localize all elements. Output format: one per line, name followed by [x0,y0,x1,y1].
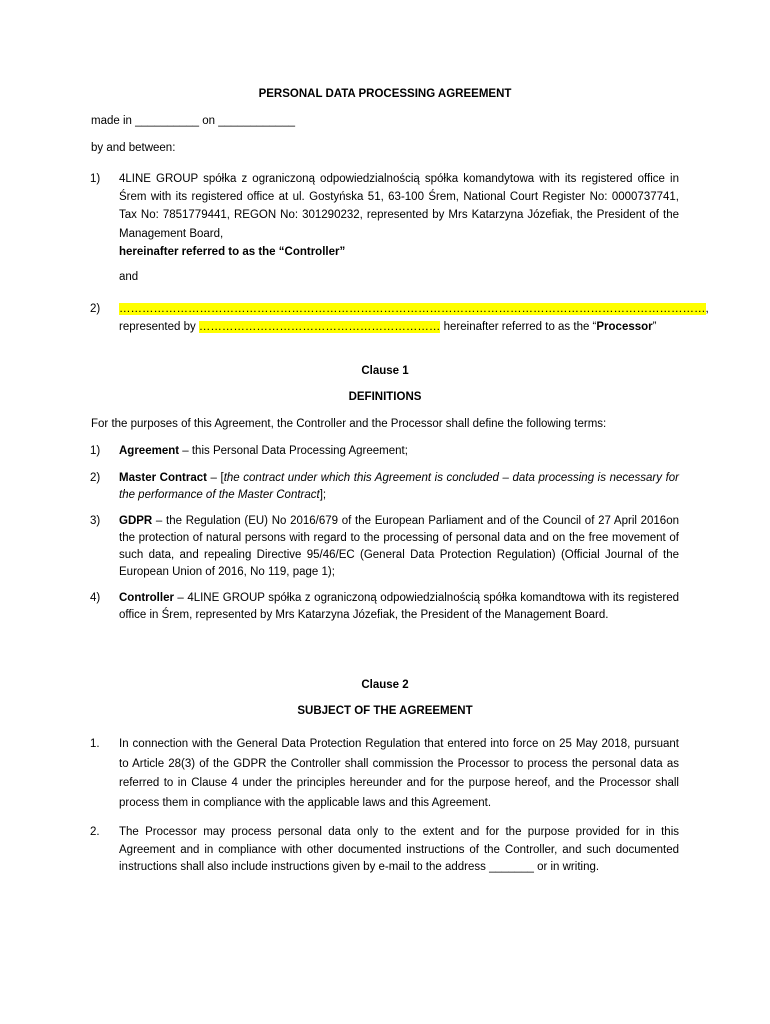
party-1-number: 1) [90,173,101,185]
party-2 [90,300,709,336]
clause-1-subheading: DEFINITIONS [348,391,422,403]
clause-1-heading: Clause 1 [361,365,409,377]
definition-item: 4) Controller – 4LINE GROUP spółka z ograniczoną odpowiedzialnością spółka komandtowa with its registered office in Śrem, represented by Mrs Katarzyna Józefiak, the President of the Management Board. [90,592,679,621]
party-1-text [119,170,679,261]
made-in-line: made in __________ on ____________ [91,115,295,127]
definition-term: Controller [119,592,174,604]
party-1 [91,170,679,261]
clause-2-subheading: SUBJECT OF THE AGREEMENT [297,705,473,717]
party-1-description: 4LINE GROUP spółka z ograniczoną odpowiedzialnością spółka komandytowa with its registered office in Śrem with its registered office at ul. Gostyńska 51, 63-100 Śrem, National Court Register No: 0000737741, Tax No: 7851779441, REGON No: 301290232, represented by Mrs Katarzyna Józefiak, the President of the Management Board, [119,173,679,240]
definition-italic-note: the contract under which this Agreement is concluded – data processing is necessary for the performance of the Master Contract [119,472,679,501]
represented-by-label: represented by [119,321,199,333]
document-title: PERSONAL DATA PROCESSING AGREEMENT [258,88,512,100]
party-2-text: ………………………………………………………………………………………………………………………………………, represented by ……………………………………………………… hereinafter referred to as the “Processor” [119,303,709,333]
and-word: and [119,271,139,283]
definition-term: GDPR [119,515,153,527]
clause-2-heading: Clause 2 [361,679,409,691]
by-and-between: by and between: [91,142,176,154]
clause-1-intro: For the purposes of this Agreement, the Controller and the Processor shall define the following terms: [91,418,607,430]
representative-blank: ……………………………………………………… [198,321,441,333]
processor-term: Processor [596,321,653,333]
controller-reference: hereinafter referred to as the “Controller” [119,245,346,258]
definition-term: Agreement [119,445,180,457]
definition-item: 3) GDPR – the Regulation (EU) No 2016/679 of the European Parliament and of the Council of 27 April 2016on the protection of natural persons with regard to the processing of personal data and on the free movement of such data, and repealing Directive 95/46/EC (General Data Protection Regulation) (Official Journal of the European Union of 2016, No 119, page 1); [90,515,679,578]
party-2-name-blank: ……………………………………………………………………………………………………………………………………… [119,303,706,315]
definition-item: 1) Agreement – this Personal Data Processing Agreement; [90,445,408,457]
definition-item: 2) Master Contract – [the contract under which this Agreement is concluded – data processing is necessary for the performance of the Master Contract]; [90,472,679,501]
party-2-number: 2) [90,303,101,315]
definition-term: Master Contract [119,472,207,484]
clause-2-paragraph: 1. In connection with the General Data Protection Regulation that entered into force on 25 May 2018, pursuant to Article 28(3) of the GDPR the Controller shall commission the Processor to process the personal data as referred to in Clause 4 under the principles hereunder and for the purpose hereof, and the Processor shall process them in compliance with the applicable laws and this Agreement. [90,738,679,809]
clause-2-paragraph: 2. The Processor may process personal data only to the extent and for the purpose provided for in this Agreement and in compliance with other documented instructions of the Controller, and such documented instructions shall also include instructions given by e-mail to the address _______ or in writing. [90,826,679,873]
